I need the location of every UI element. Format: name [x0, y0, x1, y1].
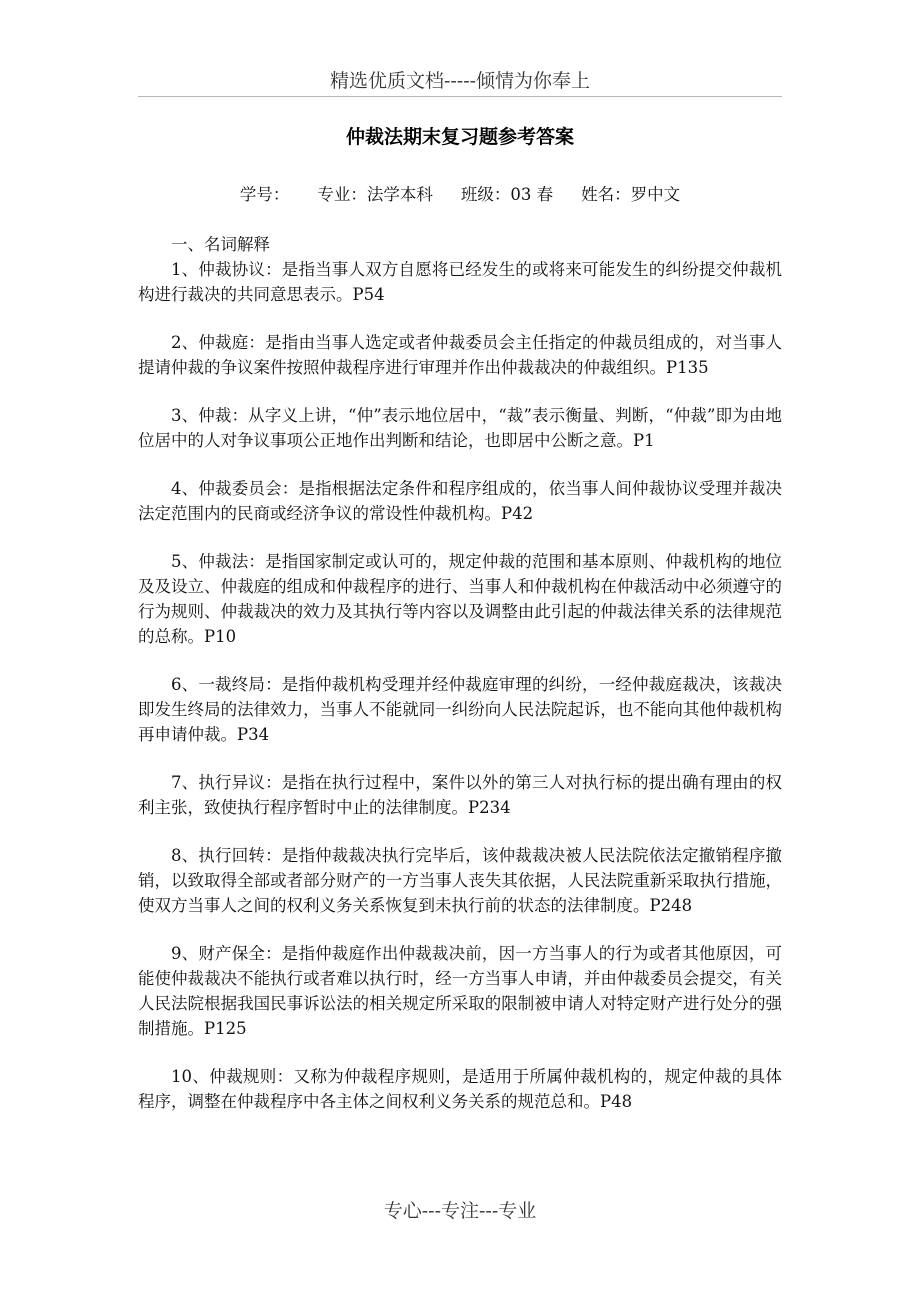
document-title: 仲裁法期末复习题参考答案 — [345, 126, 574, 148]
term-definition-6: 6、一裁终局：是指仲裁机构受理并经仲裁庭审理的纠纷，一经仲裁庭裁决，该裁决即发生终局的法律效力，当事人不能就同一纠纷向人民法院起诉，也不能向其他仲裁机构再申请仲裁。P34 — [138, 675, 782, 744]
page-header: 精选优质文档-----倾情为你奉上 — [138, 66, 782, 97]
student-info — [138, 182, 782, 208]
term-definition-7: 7、执行异议：是指在执行过程中，案件以外的第三人对执行标的提出确有理由的权利主张，致使执行程序暂时中止的法律制度。P234 — [138, 773, 782, 817]
term-definition-5: 5、仲裁法：是指国家制定或认可的，规定仲裁的范围和基本原则、仲裁机构的地位及及设立、仲裁庭的组成和仲裁程序的进行、当事人和仲裁机构在仲裁活动中必须遵守的行为规则、仲裁裁决的效力及其执行等内容以及调整由此引起的仲裁法律关系的法律规范的总称。P10 — [138, 552, 782, 646]
page-footer: 专心---专注---专业 — [383, 1200, 537, 1222]
document-body — [138, 232, 782, 1114]
term-definition-1: 1、仲裁协议：是指当事人双方自愿将已经发生的或将来可能发生的纠纷提交仲裁机构进行裁决的共同意思表示。P54 — [138, 260, 782, 304]
term-definition-8: 8、执行回转：是指仲裁裁决执行完毕后，该仲裁裁决被人民法院依法定撤销程序撤销，以致取得全部或者部分财产的一方当事人丧失其依据，人民法院重新采取执行措施，使双方当事人之间的权利义务关系恢复到未执行前的状态的法律制度。P248 — [138, 846, 782, 915]
class-field: 班级：03 春 — [460, 185, 554, 204]
major-field: 专业：法学本科 — [317, 185, 433, 204]
section-heading: 一、名词解释 — [171, 235, 270, 254]
term-definition-4: 4、仲裁委员会：是指根据法定条件和程序组成的，依当事人间仲裁协议受理并裁决法定范围内的民商或经济争议的常设性仲裁机构。P42 — [138, 479, 782, 523]
term-definition-10: 10、仲裁规则：又称为仲裁程序规则，是适用于所属仲裁机构的，规定仲裁的具体程序，调整在仲裁程序中各主体之间权利义务关系的规范总和。P48 — [138, 1067, 782, 1111]
term-definition-9: 9、财产保全：是指仲裁庭作出仲裁裁决前，因一方当事人的行为或者其他原因，可能使仲裁裁决不能执行或者难以执行时，经一方当事人申请，并由仲裁委员会提交，有关人民法院根据我国民事诉讼法的相关规定所采取的限制被申请人对特定财产进行处分的强制措施。P125 — [138, 944, 782, 1038]
term-definition-3: 3、仲裁：从字义上讲，“仲”表示地位居中，“裁”表示衡量、判断，“仲裁”即为由地位居中的人对争议事项公正地作出判断和结论，也即居中公断之意。P1 — [138, 406, 782, 450]
name-field: 姓名：罗中文 — [581, 185, 681, 204]
term-definition-2: 2、仲裁庭：是指由当事人选定或者仲裁委员会主任指定的仲裁员组成的，对当事人提请仲裁的争议案件按照仲裁程序进行审理并作出仲裁裁决的仲裁组织。P135 — [138, 333, 782, 377]
student-id-label: 学号： — [239, 185, 290, 204]
